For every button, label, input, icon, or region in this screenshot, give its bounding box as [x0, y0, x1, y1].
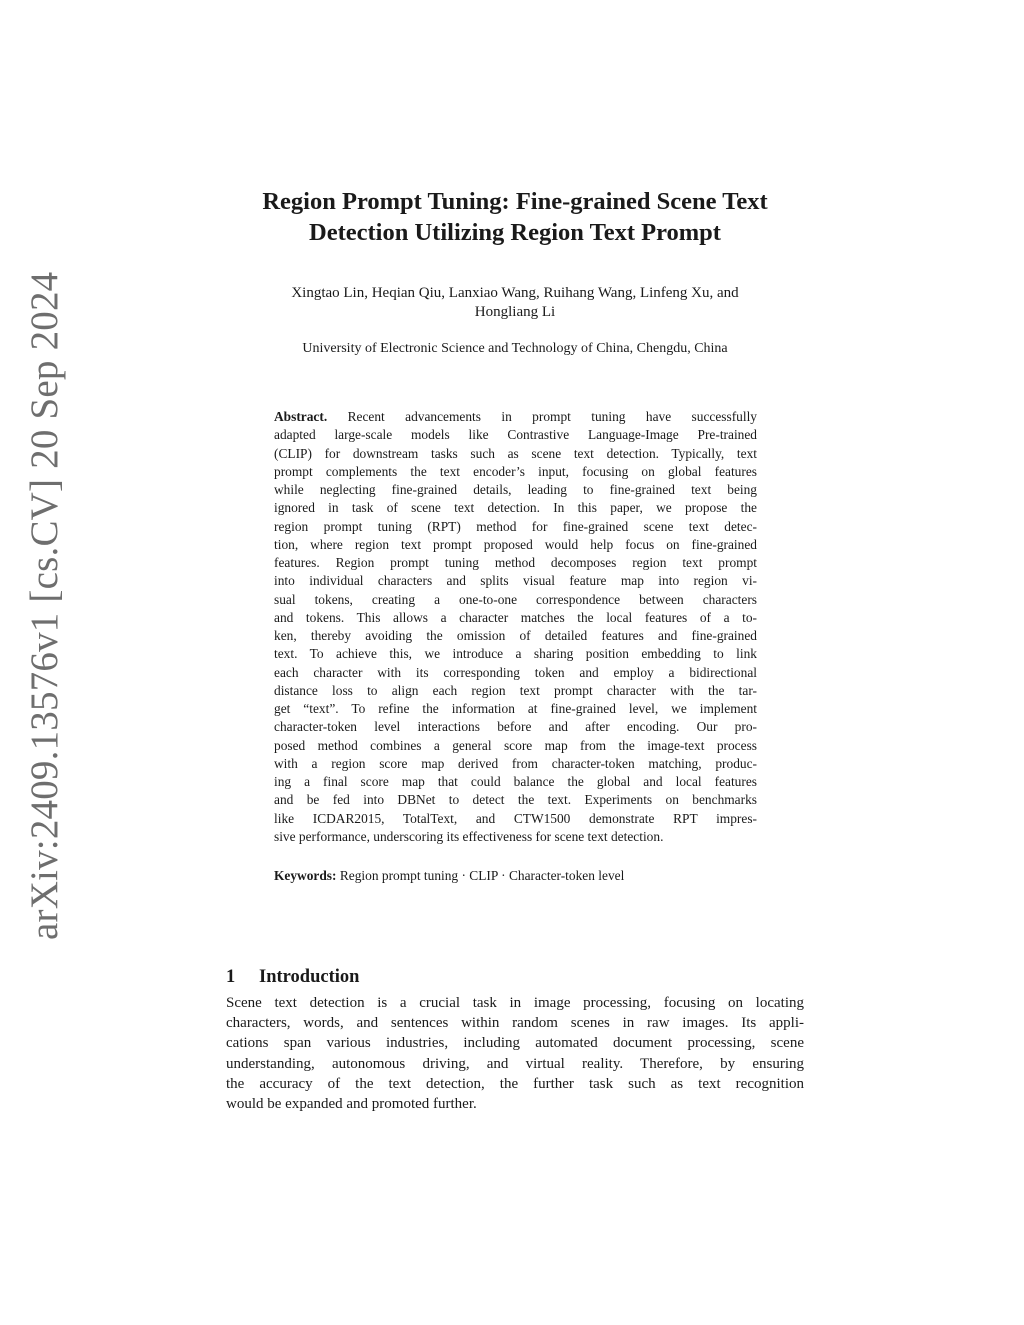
abstract-line: adapted large-scale models like Contrastive Language-Image Pre-trained	[274, 427, 757, 443]
section-heading	[226, 965, 359, 989]
title-line: Region Prompt Tuning: Fine-grained Scene Text	[262, 188, 768, 215]
author-list	[200, 284, 830, 322]
abstract-line: with a region score map derived from character-token matching, produc-	[274, 755, 757, 771]
abstract-label: Abstract.	[274, 409, 328, 424]
section-number: 1	[226, 967, 236, 988]
abstract-line: like ICDAR2015, TotalText, and CTW1500 demonstrate RPT impres-	[274, 810, 757, 826]
paragraph-line: the accuracy of the text detection, the further task such as text recognition	[226, 1075, 804, 1092]
abstract-line: while neglecting fine-grained details, leading to fine-grained text being	[274, 482, 757, 497]
abstract-line: (CLIP) for downstream tasks such as scene text detection. Typically, text	[274, 445, 757, 461]
abstract-line: ken, thereby avoiding the omission of detailed features and fine-grained	[274, 628, 757, 643]
paper-title	[200, 186, 830, 248]
authors-line: Xingtao Lin, Heqian Qiu, Lanxiao Wang, Ruihang Wang, Linfeng Xu, and	[291, 285, 739, 301]
abstract-line: into individual characters and splits visual feature map into region vi-	[274, 573, 757, 589]
abstract-line: character-token level interactions before and after encoding. Our pro-	[274, 719, 757, 735]
keywords-text: Region prompt tuning · CLIP · Character-token level	[339, 868, 625, 883]
abstract-line: region prompt tuning (RPT) method for fine-grained scene text detec-	[274, 518, 757, 534]
introduction-paragraph	[226, 993, 804, 1114]
title-line: Detection Utilizing Region Text Prompt	[309, 219, 721, 246]
paragraph-line: understanding, autonomous driving, and virtual reality. Therefore, by ensuring	[226, 1055, 804, 1072]
authors-line: Hongliang Li	[474, 304, 556, 320]
abstract-line: tion, where region text prompt proposed would help focus on fine-grained	[274, 536, 757, 552]
abstract-line: prompt complements the text encoder’s input, focusing on global features	[274, 463, 757, 479]
paragraph-line: characters, words, and sentences within random scenes in raw images. Its appli-	[226, 1015, 804, 1032]
abstract-line: get “text”. To refine the information at fine-grained level, we implement	[274, 701, 757, 716]
keywords	[274, 867, 757, 885]
abstract-line: distance loss to align each region text prompt character with the tar-	[274, 682, 757, 698]
abstract-line: features. Region prompt tuning method decomposes region text prompt	[274, 555, 757, 570]
affiliation: University of Electronic Science and Technology of China, Chengdu, China	[302, 341, 728, 356]
paragraph-line: cations span various industries, including automated document processing, scene	[226, 1035, 804, 1052]
abstract-line: sual tokens, creating a one-to-one correspondence between characters	[274, 591, 757, 607]
abstract-line: and tokens. This allows a character matches the local features of a to-	[274, 609, 757, 625]
paragraph-line: would be expanded and promoted further.	[226, 1095, 477, 1112]
abstract-line	[274, 408, 757, 426]
abstract-line: each character with its corresponding token and employ a bidirectional	[274, 664, 757, 680]
abstract	[274, 408, 757, 846]
arxiv-identifier-stamp: arXiv:2409.13576v1 [cs.CV] 20 Sep 2024	[23, 271, 66, 940]
abstract-text: Recent advancements in prompt tuning have successfully	[347, 409, 757, 424]
paragraph-line: Scene text detection is a crucial task in image processing, focusing on locating	[226, 995, 804, 1011]
abstract-line: sive performance, underscoring its effectiveness for scene text detection.	[274, 828, 664, 844]
abstract-line: ing a final score map that could balance the global and local features	[274, 774, 757, 789]
abstract-line: ignored in task of scene text detection. In this paper, we propose the	[274, 500, 757, 516]
abstract-line: and be fed into DBNet to detect the text. Experiments on benchmarks	[274, 792, 757, 808]
abstract-line: text. To achieve this, we introduce a sharing position embedding to link	[274, 646, 757, 662]
keywords-label: Keywords:	[274, 868, 337, 883]
abstract-line: posed method combines a general score map from the image-text process	[274, 737, 757, 753]
section-title: Introduction	[259, 967, 360, 988]
